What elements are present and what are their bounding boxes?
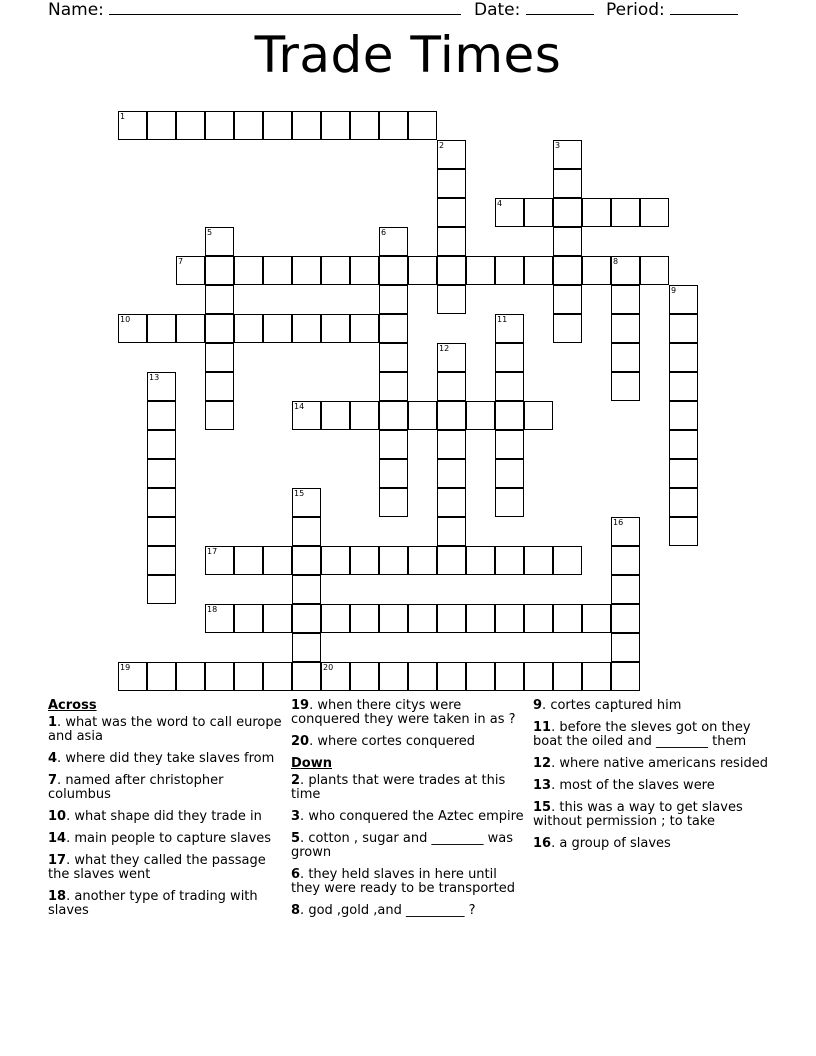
crossword-cell[interactable] [437,517,466,546]
clue-number: 20 [323,663,334,672]
crossword-cell[interactable] [176,111,205,140]
clue-number: 3 [555,141,561,150]
crossword-cell[interactable] [495,343,524,372]
crossword-cell[interactable] [379,256,408,285]
crossword-cell[interactable] [495,256,524,285]
crossword-cell[interactable] [640,198,669,227]
date-label: Date: [474,0,521,20]
clue-number: 19 [120,663,131,672]
crossword-cell[interactable] [147,401,176,430]
crossword-cell[interactable] [611,546,640,575]
page-title: Trade Times [254,26,562,84]
crossword-cell[interactable] [495,604,524,633]
crossword-cell[interactable] [292,256,321,285]
crossword-cell[interactable] [234,604,263,633]
crossword-cell[interactable] [669,401,698,430]
crossword-cell[interactable] [408,604,437,633]
crossword-cell[interactable] [495,372,524,401]
crossword-cell[interactable] [466,546,495,575]
crossword-cell[interactable] [350,546,379,575]
crossword-cell[interactable] [466,604,495,633]
clues-column-1 [48,699,283,926]
crossword-cell[interactable] [147,314,176,343]
clue-number: 18 [207,605,218,614]
crossword-cell[interactable] [408,256,437,285]
crossword-cell[interactable] [495,488,524,517]
crossword-cell[interactable] [379,488,408,517]
crossword-cell[interactable] [147,488,176,517]
clue-number: 11 [497,315,508,324]
clue-number: 8 [613,257,619,266]
crossword-cell[interactable] [205,256,234,285]
across-clue-4: 4. where did they take slaves from [48,751,275,766]
crossword-cell[interactable] [263,604,292,633]
crossword-cell[interactable] [379,314,408,343]
down-heading: Down [291,756,332,771]
crossword-cell[interactable] [669,488,698,517]
crossword-cell[interactable] [321,314,350,343]
clue-number: 15 [294,489,305,498]
crossword-cell[interactable] [263,111,292,140]
crossword-cell[interactable] [263,662,292,691]
crossword-cell[interactable] [611,198,640,227]
crossword-cell[interactable] [553,604,582,633]
crossword-cell[interactable] [350,401,379,430]
across-clue-18: 18. another type of trading with slaves [48,889,258,918]
crossword-cell[interactable] [379,662,408,691]
crossword-cell[interactable] [205,111,234,140]
crossword-cell[interactable] [611,285,640,314]
crossword-cell[interactable] [466,256,495,285]
crossword-cell[interactable] [611,633,640,662]
crossword-cell[interactable] [553,227,582,256]
crossword-cell[interactable] [292,111,321,140]
crossword-cell[interactable] [611,372,640,401]
crossword-cell[interactable] [466,662,495,691]
clue-number: 5 [207,228,213,237]
crossword-cell[interactable] [205,401,234,430]
down-clue-12: 12. where native americans resided [533,756,768,771]
down-clue-13: 13. most of the slaves were [533,778,715,793]
across-clue-1: 1. what was the word to call europe and asia [48,715,282,744]
crossword-cell[interactable] [437,488,466,517]
crossword-cell[interactable] [292,662,321,691]
crossword-cell[interactable] [553,169,582,198]
date-field[interactable] [526,0,594,15]
crossword-cell[interactable] [408,401,437,430]
crossword-cell[interactable] [611,662,640,691]
down-clue-2: 2. plants that were trades at this time [291,773,506,802]
crossword-cell[interactable] [350,604,379,633]
crossword-cell[interactable] [437,198,466,227]
crossword-cell[interactable] [292,314,321,343]
across-clue-19: 19. when there citys were conquered they were taken in as ? [291,698,516,727]
down-clue-15: 15. this was a way to get slaves without permission ; to take [533,800,743,829]
crossword-cell[interactable] [408,662,437,691]
crossword-cell[interactable] [495,430,524,459]
crossword-cell[interactable] [524,198,553,227]
crossword-cell[interactable] [350,314,379,343]
down-clue-16: 16. a group of slaves [533,836,671,851]
crossword-cell[interactable] [205,285,234,314]
crossword-cell[interactable] [640,256,669,285]
crossword-cell[interactable] [437,604,466,633]
crossword-cell[interactable] [234,111,263,140]
crossword-cell[interactable] [437,546,466,575]
crossword-cell[interactable] [205,662,234,691]
crossword-cell[interactable] [205,314,234,343]
down-clue-8: 8. god ,gold ,and _________ ? [291,903,476,918]
crossword-cell[interactable] [321,256,350,285]
crossword-cell[interactable] [611,604,640,633]
clue-number: 10 [120,315,131,324]
across-clue-7: 7. named after christopher columbus [48,773,224,802]
crossword-cell[interactable] [205,372,234,401]
crossword-cell[interactable] [292,517,321,546]
crossword-cell[interactable] [582,198,611,227]
crossword-cell[interactable] [437,372,466,401]
across-clue-20: 20. where cortes conquered [291,734,476,749]
crossword-cell[interactable] [669,459,698,488]
crossword-cell[interactable] [350,662,379,691]
crossword-cell[interactable] [611,314,640,343]
crossword-cell[interactable] [321,546,350,575]
crossword-cell[interactable] [379,372,408,401]
crossword-cell[interactable] [408,546,437,575]
clue-number: 16 [613,518,624,527]
crossword-cell[interactable] [292,633,321,662]
clue-number: 17 [207,547,218,556]
crossword-cell[interactable] [234,662,263,691]
clues-column-2 [291,699,526,926]
crossword-cell[interactable] [553,546,582,575]
crossword-cell[interactable] [379,459,408,488]
crossword-cell[interactable] [437,662,466,691]
crossword-cell[interactable] [669,430,698,459]
clue-number: 6 [381,228,387,237]
crossword-cell[interactable] [292,575,321,604]
crossword-cell[interactable] [524,401,553,430]
crossword-cell[interactable] [524,256,553,285]
down-clue-6: 6. they held slaves in here until they were ready to be transported [291,867,515,896]
crossword-cell[interactable] [437,256,466,285]
crossword-cell[interactable] [553,198,582,227]
crossword-cell[interactable] [524,546,553,575]
crossword-cell[interactable] [379,111,408,140]
crossword-cell[interactable] [437,285,466,314]
crossword-cell[interactable] [611,343,640,372]
crossword-cell[interactable] [524,662,553,691]
crossword-cell[interactable] [466,401,495,430]
crossword-cell[interactable] [379,343,408,372]
crossword-cell[interactable] [437,430,466,459]
crossword-cell[interactable] [582,604,611,633]
crossword-cell[interactable] [147,517,176,546]
clue-number: 9 [671,286,677,295]
crossword-cell[interactable] [437,401,466,430]
crossword-cell[interactable] [379,604,408,633]
clue-number: 13 [149,373,160,382]
crossword-cell[interactable] [147,546,176,575]
crossword-cell[interactable] [495,459,524,488]
crossword-cell[interactable] [292,604,321,633]
crossword-cell[interactable] [321,111,350,140]
down-clue-5: 5. cotton , sugar and ________ was grown [291,831,513,860]
crossword-cell[interactable] [176,314,205,343]
period-label: Period: [606,0,665,20]
crossword-cell[interactable] [437,169,466,198]
crossword-cell[interactable] [147,575,176,604]
crossword-cell[interactable] [263,314,292,343]
name-label: Name: [48,0,104,20]
crossword-cell[interactable] [669,343,698,372]
across-heading: Across [48,698,97,713]
crossword-cell[interactable] [234,546,263,575]
crossword-cell[interactable] [669,517,698,546]
crossword-cell[interactable] [611,575,640,604]
crossword-cell[interactable] [379,546,408,575]
crossword-cell[interactable] [582,256,611,285]
crossword-cell[interactable] [147,430,176,459]
across-clue-10: 10. what shape did they trade in [48,809,262,824]
across-clue-17: 17. what they called the passage the slaves went [48,853,266,882]
date-line [474,0,594,20]
clues-column-3 [533,699,768,859]
clue-number: 14 [294,402,305,411]
crossword-cell[interactable] [147,459,176,488]
crossword-cell[interactable] [350,256,379,285]
crossword-cell[interactable] [379,430,408,459]
crossword-cell[interactable] [582,662,611,691]
crossword-cell[interactable] [408,111,437,140]
clue-number: 1 [120,112,126,121]
period-line [606,0,738,20]
crossword-cell[interactable] [437,459,466,488]
crossword-cell[interactable] [379,401,408,430]
crossword-cell[interactable] [205,343,234,372]
crossword-cell[interactable] [263,546,292,575]
crossword-cell[interactable] [321,401,350,430]
crossword-cell[interactable] [495,662,524,691]
crossword-cell[interactable] [524,604,553,633]
clue-number: 7 [178,257,184,266]
crossword-cell[interactable] [495,401,524,430]
crossword-cell[interactable] [669,372,698,401]
crossword-cell[interactable] [553,662,582,691]
clue-number: 4 [497,199,503,208]
crossword-cell[interactable] [147,662,176,691]
crossword-cell[interactable] [176,662,205,691]
crossword-cell[interactable] [321,604,350,633]
crossword-cell[interactable] [669,314,698,343]
clue-number: 2 [439,141,445,150]
name-field[interactable] [109,0,461,15]
period-field[interactable] [670,0,738,15]
crossword-cell[interactable] [553,314,582,343]
crossword-cell[interactable] [495,546,524,575]
across-clue-14: 14. main people to capture slaves [48,831,272,846]
crossword-cell[interactable] [350,111,379,140]
crossword-cell[interactable] [234,256,263,285]
crossword-cell[interactable] [437,227,466,256]
down-clue-9: 9. cortes captured him [533,698,682,713]
crossword-cell[interactable] [263,256,292,285]
crossword-cell[interactable] [553,256,582,285]
crossword-cell[interactable] [379,285,408,314]
name-line [48,0,461,20]
down-clue-11: 11. before the sleves got on they boat the oiled and ________ them [533,720,751,749]
crossword-cell[interactable] [292,546,321,575]
down-clue-3: 3. who conquered the Aztec empire [291,809,524,824]
crossword-cell[interactable] [147,111,176,140]
clue-number: 12 [439,344,450,353]
crossword-cell[interactable] [234,314,263,343]
crossword-cell[interactable] [553,285,582,314]
